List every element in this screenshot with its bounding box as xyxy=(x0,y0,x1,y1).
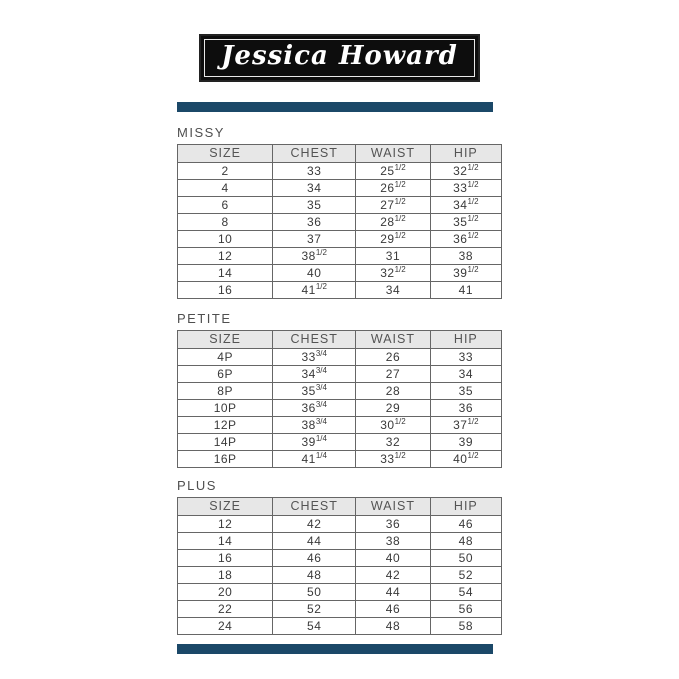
table-cell: 28 xyxy=(356,383,431,400)
table-cell: 12P xyxy=(178,417,273,434)
table-row xyxy=(178,533,502,550)
table-cell: 52 xyxy=(430,567,501,584)
table-row xyxy=(178,383,502,400)
table-cell: 46 xyxy=(356,601,431,618)
table-cell: $36^{1/2}$ xyxy=(430,231,501,248)
table-cell: 42 xyxy=(356,567,431,584)
table-header-row xyxy=(178,331,502,349)
column-header-chest: CHEST xyxy=(273,498,356,516)
size-table-section-petite xyxy=(177,311,502,468)
table-cell: 10P xyxy=(178,400,273,417)
size-table-petite xyxy=(177,330,502,468)
table-cell: 38 xyxy=(356,533,431,550)
table-cell: 48 xyxy=(356,618,431,635)
table-cell: 58 xyxy=(430,618,501,635)
table-cell: $33^{1/2}$ xyxy=(430,180,501,197)
table-cell: 27 xyxy=(356,366,431,383)
table-cell: 50 xyxy=(273,584,356,601)
table-cell: $32^{1/2}$ xyxy=(430,163,501,180)
table-cell: $41^{1/4}$ xyxy=(273,451,356,468)
table-cell: 40 xyxy=(356,550,431,567)
table-cell: $33^{3/4}$ xyxy=(273,349,356,366)
table-body xyxy=(178,163,502,299)
table-cell: 36 xyxy=(430,400,501,417)
table-row xyxy=(178,231,502,248)
table-header-row xyxy=(178,498,502,516)
table-row xyxy=(178,550,502,567)
column-header-hip: HIP xyxy=(430,145,501,163)
table-row xyxy=(178,434,502,451)
table-cell: $28^{1/2}$ xyxy=(356,214,431,231)
table-cell: 48 xyxy=(273,567,356,584)
column-header-chest: CHEST xyxy=(273,145,356,163)
table-body xyxy=(178,349,502,468)
table-row xyxy=(178,567,502,584)
table-cell: 18 xyxy=(178,567,273,584)
table-cell: $38^{3/4}$ xyxy=(273,417,356,434)
brand-logo xyxy=(199,34,480,82)
table-cell: 44 xyxy=(273,533,356,550)
table-row xyxy=(178,366,502,383)
table-cell: $35^{3/4}$ xyxy=(273,383,356,400)
column-header-chest: CHEST xyxy=(273,331,356,349)
table-cell: 50 xyxy=(430,550,501,567)
table-cell: 56 xyxy=(430,601,501,618)
brand-logo-text: Jessica Howard xyxy=(221,41,458,71)
table-cell: 33 xyxy=(430,349,501,366)
table-title-missy: MISSY xyxy=(177,125,225,140)
table-row xyxy=(178,601,502,618)
column-header-waist: WAIST xyxy=(356,498,431,516)
table-cell: 14 xyxy=(178,265,273,282)
table-row xyxy=(178,349,502,366)
table-cell: $39^{1/2}$ xyxy=(430,265,501,282)
table-row xyxy=(178,516,502,533)
column-header-waist: WAIST xyxy=(356,145,431,163)
table-cell: $26^{1/2}$ xyxy=(356,180,431,197)
table-row xyxy=(178,584,502,601)
table-cell: 48 xyxy=(430,533,501,550)
table-cell: 26 xyxy=(356,349,431,366)
table-cell: 29 xyxy=(356,400,431,417)
table-row xyxy=(178,180,502,197)
table-cell: 24 xyxy=(178,618,273,635)
table-title-petite: PETITE xyxy=(177,311,232,326)
column-header-size: SIZE xyxy=(178,145,273,163)
table-cell: 34 xyxy=(430,366,501,383)
size-table-plus xyxy=(177,497,502,635)
table-cell: 20 xyxy=(178,584,273,601)
table-row xyxy=(178,163,502,180)
table-cell: 42 xyxy=(273,516,356,533)
table-cell: 54 xyxy=(273,618,356,635)
table-cell: 14 xyxy=(178,533,273,550)
table-row xyxy=(178,417,502,434)
table-cell: 37 xyxy=(273,231,356,248)
table-row xyxy=(178,282,502,299)
table-cell: 32 xyxy=(356,434,431,451)
table-cell: $39^{1/4}$ xyxy=(273,434,356,451)
table-cell: 38 xyxy=(430,248,501,265)
table-cell: 35 xyxy=(273,197,356,214)
table-row xyxy=(178,400,502,417)
column-header-hip: HIP xyxy=(430,331,501,349)
table-cell: 8 xyxy=(178,214,273,231)
table-cell: $29^{1/2}$ xyxy=(356,231,431,248)
table-cell: 34 xyxy=(273,180,356,197)
table-cell: 46 xyxy=(273,550,356,567)
size-table-missy xyxy=(177,144,502,299)
divider-bar-bottom xyxy=(177,644,493,654)
brand-logo-frame xyxy=(204,39,475,77)
table-row xyxy=(178,451,502,468)
table-cell: 4 xyxy=(178,180,273,197)
column-header-size: SIZE xyxy=(178,498,273,516)
table-cell: 6P xyxy=(178,366,273,383)
table-cell: 10 xyxy=(178,231,273,248)
table-row xyxy=(178,618,502,635)
table-cell: $40^{1/2}$ xyxy=(430,451,501,468)
table-row xyxy=(178,214,502,231)
table-cell: $38^{1/2}$ xyxy=(273,248,356,265)
table-cell: 44 xyxy=(356,584,431,601)
column-header-hip: HIP xyxy=(430,498,501,516)
table-cell: 41 xyxy=(430,282,501,299)
column-header-waist: WAIST xyxy=(356,331,431,349)
table-cell: 39 xyxy=(430,434,501,451)
table-cell: 12 xyxy=(178,516,273,533)
table-cell: $41^{1/2}$ xyxy=(273,282,356,299)
divider-bar-top xyxy=(177,102,493,112)
column-header-size: SIZE xyxy=(178,331,273,349)
table-row xyxy=(178,197,502,214)
table-cell: 33 xyxy=(273,163,356,180)
table-cell: $33^{1/2}$ xyxy=(356,451,431,468)
table-cell: $27^{1/2}$ xyxy=(356,197,431,214)
table-cell: $32^{1/2}$ xyxy=(356,265,431,282)
table-cell: $25^{1/2}$ xyxy=(356,163,431,180)
table-cell: 22 xyxy=(178,601,273,618)
table-cell: 14P xyxy=(178,434,273,451)
size-table-section-missy xyxy=(177,125,502,299)
table-cell: 35 xyxy=(430,383,501,400)
table-cell: $34^{1/2}$ xyxy=(430,197,501,214)
chart-content xyxy=(177,102,502,654)
table-cell: 2 xyxy=(178,163,273,180)
table-cell: 12 xyxy=(178,248,273,265)
table-cell: $35^{1/2}$ xyxy=(430,214,501,231)
table-cell: 52 xyxy=(273,601,356,618)
table-cell: 31 xyxy=(356,248,431,265)
table-body xyxy=(178,516,502,635)
table-cell: 16 xyxy=(178,282,273,299)
logo-container xyxy=(0,0,679,82)
size-table-section-plus xyxy=(177,478,502,635)
table-cell: $30^{1/2}$ xyxy=(356,417,431,434)
table-title-plus: PLUS xyxy=(177,478,217,493)
table-cell: 36 xyxy=(356,516,431,533)
table-cell: 4P xyxy=(178,349,273,366)
table-cell: 46 xyxy=(430,516,501,533)
table-cell: 16P xyxy=(178,451,273,468)
table-cell: 6 xyxy=(178,197,273,214)
table-row xyxy=(178,248,502,265)
table-cell: $37^{1/2}$ xyxy=(430,417,501,434)
table-cell: $36^{3/4}$ xyxy=(273,400,356,417)
table-cell: 40 xyxy=(273,265,356,282)
table-cell: 34 xyxy=(356,282,431,299)
table-cell: 36 xyxy=(273,214,356,231)
table-cell: 8P xyxy=(178,383,273,400)
table-cell: 16 xyxy=(178,550,273,567)
table-cell: $34^{3/4}$ xyxy=(273,366,356,383)
table-cell: 54 xyxy=(430,584,501,601)
table-row xyxy=(178,265,502,282)
table-header-row xyxy=(178,145,502,163)
